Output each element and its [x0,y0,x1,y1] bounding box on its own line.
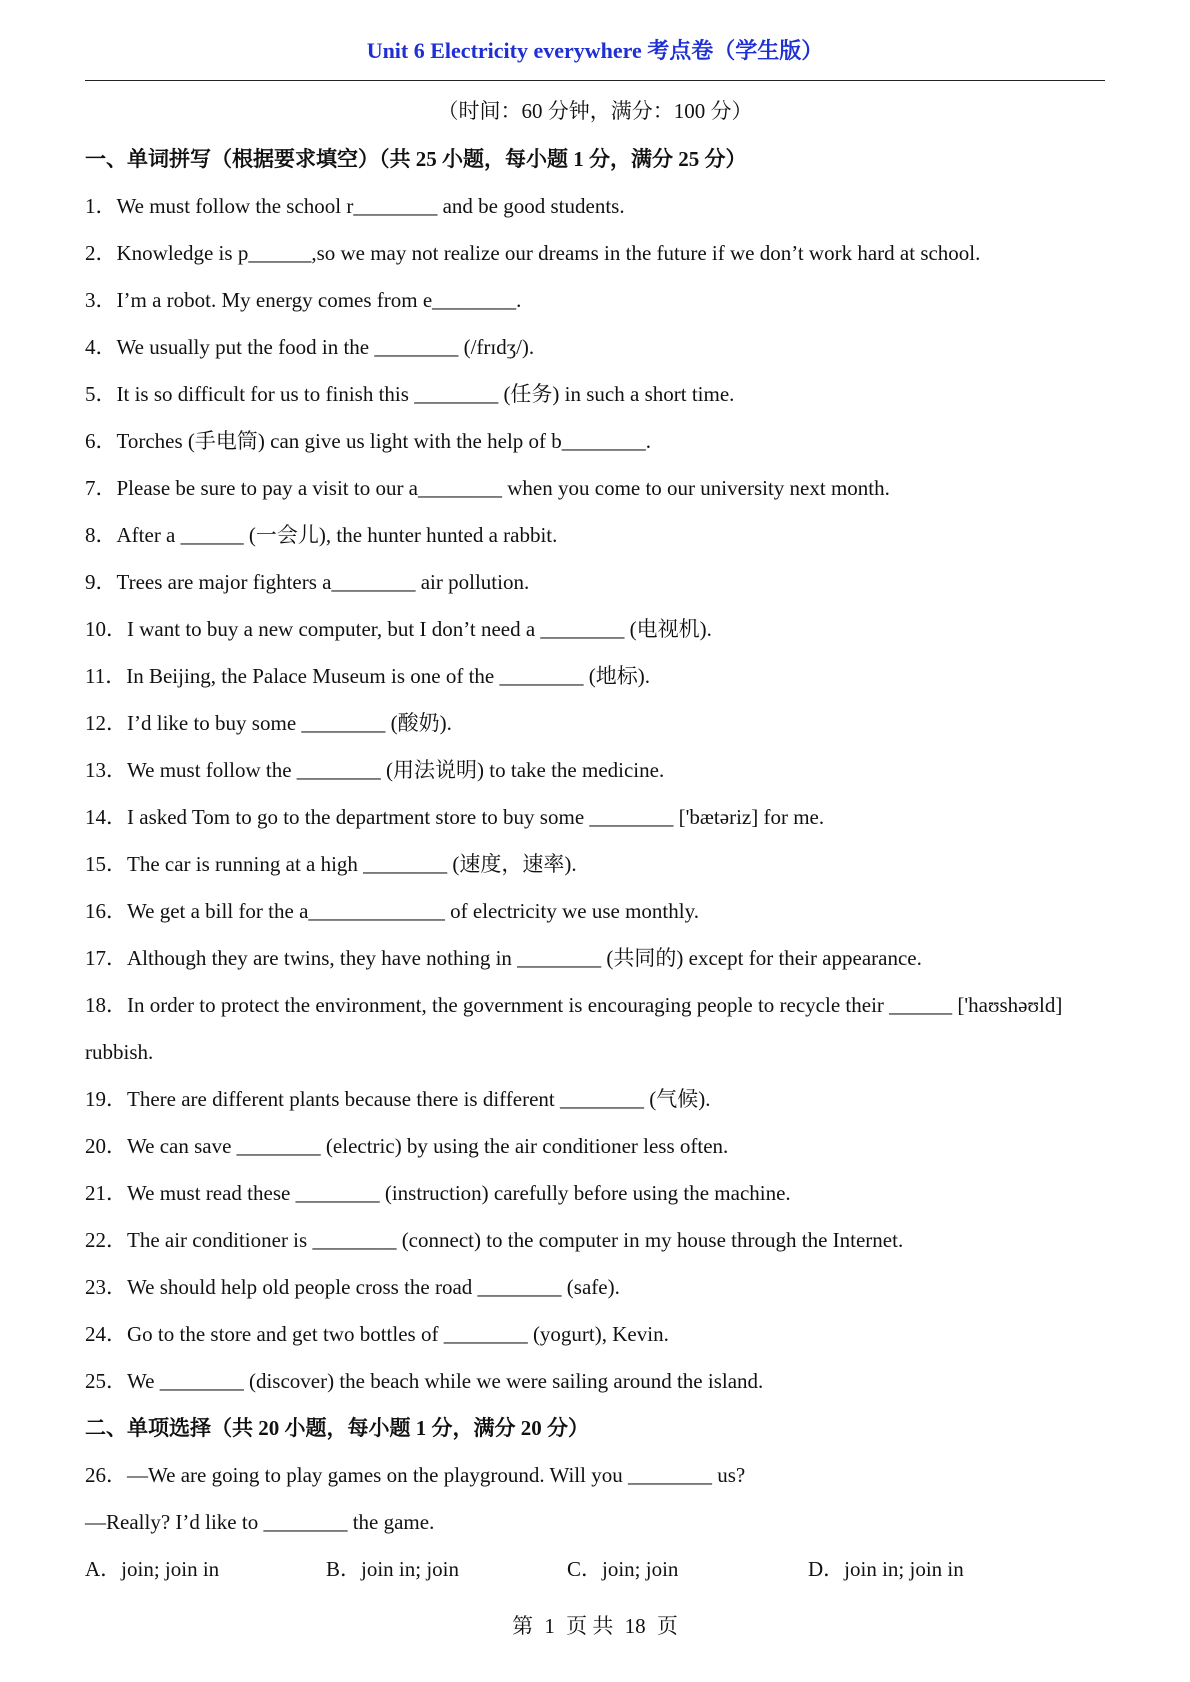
question-18: 18．In order to protect the environment, the government is encouraging people to recycle their ______ ['haʊshəʊld] rubbish. [85,993,1063,1064]
page-footer [0,1610,1190,1640]
exam-time-score: （时间：60 分钟，满分：100 分） [437,99,753,123]
question-20: 20．We can save ________ (electric) by using the air conditioner less often. [85,1134,729,1158]
question-8: 8．After a ______ (一会儿), the hunter hunted a rabbit. [85,523,558,547]
question-10: 10．I want to buy a new computer, but I don’t need a ________ (电视机). [85,617,712,641]
question-2: 2．Knowledge is p______,so we may not realize our dreams in the future if we don’t work hard at school. [85,241,981,265]
question-22: 22．The air conditioner is ________ (connect) to the computer in my house through the Internet. [85,1228,904,1252]
question-25: 25．We ________ (discover) the beach while we were sailing around the island. [85,1369,764,1393]
question-9: 9．Trees are major fighters a________ air pollution. [85,570,530,594]
footer-current-page: 1 [544,1614,555,1638]
option-d: D．join in; join in [808,1557,964,1581]
option-a: A．join; join in [85,1557,220,1581]
question-15: 15．The car is running at a high ________ (速度，速率). [85,852,577,876]
footer-label-pages: 页 [656,1614,678,1638]
footer-label-page: 第 [512,1614,534,1638]
section-2-title: 二、单项选择（共 20 小题，每小题 1 分，满分 20 分） [85,1416,589,1440]
question-13: 13．We must follow the ________ (用法说明) to take the medicine. [85,758,665,782]
exam-content [85,136,1105,1593]
question-12: 12．I’d like to buy some ________ (酸奶). [85,711,452,735]
footer-total-pages: 18 [624,1614,646,1638]
question-26-options [85,1546,1105,1593]
footer-label-of: 页 共 [566,1614,614,1638]
question-21: 21．We must read these ________ (instruction) carefully before using the machine. [85,1181,791,1205]
question-3: 3．I’m a robot. My energy comes from e________. [85,288,522,312]
question-6: 6．Torches (手电筒) can give us light with the help of b________. [85,429,652,453]
question-23: 23．We should help old people cross the road ________ (safe). [85,1275,620,1299]
document-title: Unit 6 Electricity everywhere 考点卷（学生版） [366,38,824,63]
question-24: 24．Go to the store and get two bottles of ________ (yogurt), Kevin. [85,1322,669,1346]
question-4: 4．We usually put the food in the ________ (/frɪdʒ/). [85,335,535,359]
question-7: 7．Please be sure to pay a visit to our a________ when you come to our university next month. [85,476,890,500]
question-5: 5．It is so difficult for us to finish this ________ (任务) in such a short time. [85,382,735,406]
question-17: 17．Although they are twins, they have nothing in ________ (共同的) except for their appearance. [85,946,922,970]
question-26-line-1: 26．—We are going to play games on the playground. Will you ________ us? [85,1463,746,1487]
option-b: B．join in; join [326,1557,460,1581]
question-19: 19．There are different plants because there is different ________ (气候). [85,1087,711,1111]
option-c: C．join; join [567,1557,679,1581]
question-16: 16．We get a bill for the a_____________ of electricity we use monthly. [85,899,699,923]
question-1: 1．We must follow the school r________ and be good students. [85,194,625,218]
question-11: 11．In Beijing, the Palace Museum is one of the ________ (地标). [85,664,650,688]
question-26-line-2: —Really? I’d like to ________ the game. [85,1510,435,1534]
title-divider [85,80,1105,81]
section-1-title: 一、单词拼写（根据要求填空）（共 25 小题，每小题 1 分，满分 25 分） [85,147,747,171]
question-14: 14．I asked Tom to go to the department store to buy some ________ ['bætəriz] for me. [85,805,825,829]
